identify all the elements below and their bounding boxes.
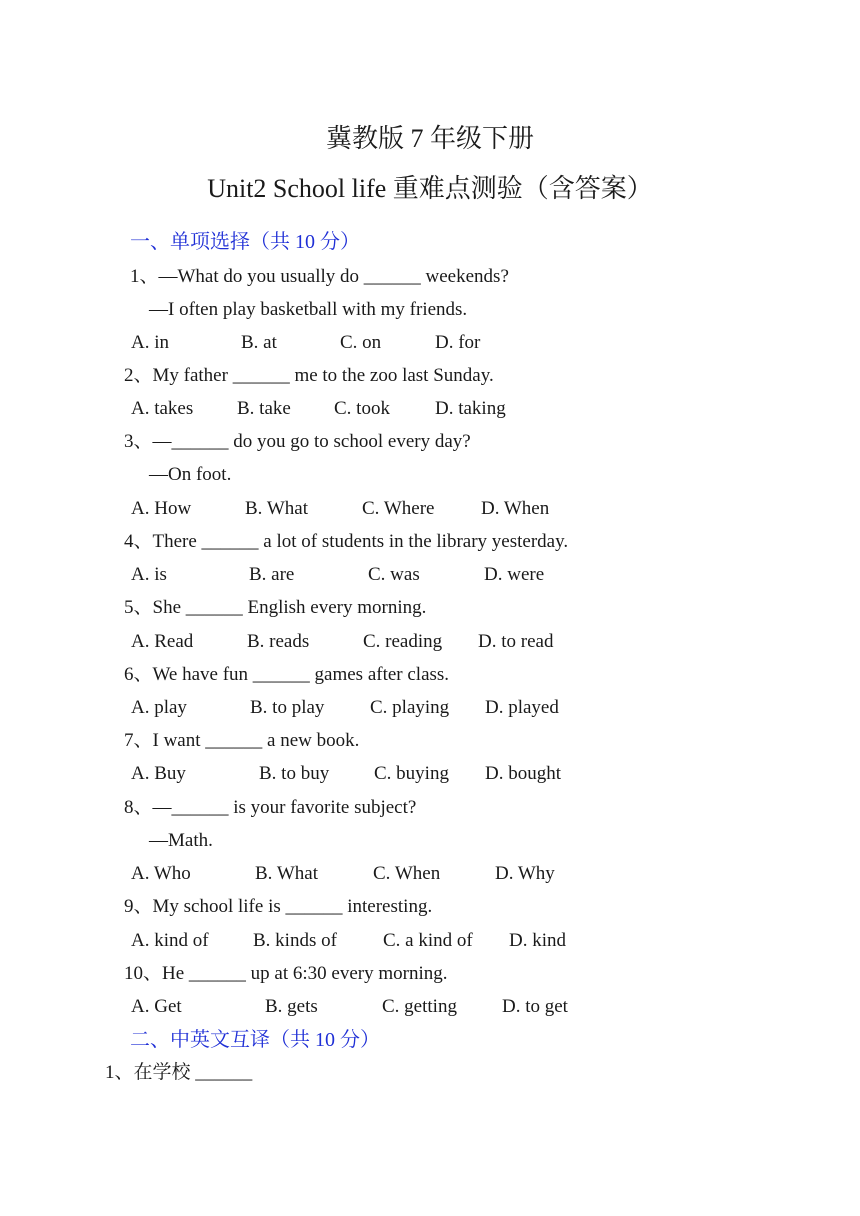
question-2-option-a: A. takes [131, 398, 194, 419]
question-7-option-d: D. bought [485, 763, 561, 784]
document-title: 冀教版 7 年级下册 [325, 124, 534, 153]
question-4-option-b: B. are [249, 564, 295, 585]
question-4-option-d: D. were [484, 564, 545, 585]
question-3-option-d: D. When [481, 498, 550, 519]
question-5-option-b: B. reads [247, 631, 310, 652]
question-10-option-d: D. to get [502, 996, 568, 1017]
question-8-answer-line: —Math. [149, 830, 213, 851]
question-1-option-a: A. in [131, 332, 169, 353]
question-9-option-d: D. kind [509, 930, 566, 951]
question-5-option-d: D. to read [478, 631, 554, 652]
question-2-stem: 2、My father ______ me to the zoo last Sunday. [124, 365, 494, 386]
question-6-option-d: D. played [485, 697, 559, 718]
question-1-option-b: B. at [241, 332, 277, 353]
question-5-stem: 5、She ______ English every morning. [124, 597, 427, 618]
question-1-option-c: C. on [340, 332, 382, 353]
question-8-stem: 8、—______ is your favorite subject? [124, 797, 417, 818]
question-10-option-b: B. gets [265, 996, 318, 1017]
question-9-stem: 9、My school life is ______ interesting. [124, 896, 433, 917]
question-1-answer-line: —I often play basketball with my friends. [149, 299, 468, 320]
question-6-option-a: A. play [131, 697, 187, 718]
question-8-option-a: A. Who [131, 863, 191, 884]
question-10-option-a: A. Get [131, 996, 182, 1017]
question-2-option-b: B. take [237, 398, 291, 419]
question-3-answer-line: —On foot. [149, 464, 232, 485]
translation-item-1: 1、在学校 ______ [105, 1062, 253, 1083]
question-9-option-a: A. kind of [131, 930, 209, 951]
question-7-stem: 7、I want ______ a new book. [124, 730, 360, 751]
section-heading-translation: 二、中英文互译（共 10 分） [130, 1029, 380, 1051]
question-3-option-c: C. Where [362, 498, 435, 519]
question-2-option-d: D. taking [435, 398, 506, 419]
question-6-stem: 6、We have fun ______ games after class. [124, 664, 450, 685]
question-6-option-c: C. playing [370, 697, 450, 718]
section-heading-single-choice: 一、单项选择（共 10 分） [130, 231, 360, 253]
question-8-option-b: B. What [255, 863, 318, 884]
question-4-option-a: A. is [131, 564, 167, 585]
question-1-option-d: D. for [435, 332, 481, 353]
question-3-stem: 3、—______ do you go to school every day? [124, 431, 471, 452]
question-10-option-c: C. getting [382, 996, 457, 1017]
question-6-option-b: B. to play [250, 697, 325, 718]
question-4-option-c: C. was [368, 564, 420, 585]
question-3-option-a: A. How [131, 498, 192, 519]
question-7-option-b: B. to buy [259, 763, 330, 784]
question-9-option-c: C. a kind of [383, 930, 473, 951]
question-9-option-b: B. kinds of [253, 930, 337, 951]
question-2-option-c: C. took [334, 398, 390, 419]
question-3-option-b: B. What [245, 498, 308, 519]
question-1-stem: 1、—What do you usually do ______ weekends? [130, 266, 509, 287]
question-5-option-c: C. reading [363, 631, 443, 652]
question-5-option-a: A. Read [131, 631, 194, 652]
question-8-option-d: D. Why [495, 863, 555, 884]
question-10-stem: 10、He ______ up at 6:30 every morning. [124, 963, 448, 984]
question-4-stem: 4、There ______ a lot of students in the library yesterday. [124, 531, 569, 552]
question-7-option-c: C. buying [374, 763, 449, 784]
document-subtitle: Unit2 School life 重难点测验（含答案） [207, 174, 653, 203]
question-8-option-c: C. When [373, 863, 441, 884]
question-7-option-a: A. Buy [131, 763, 186, 784]
